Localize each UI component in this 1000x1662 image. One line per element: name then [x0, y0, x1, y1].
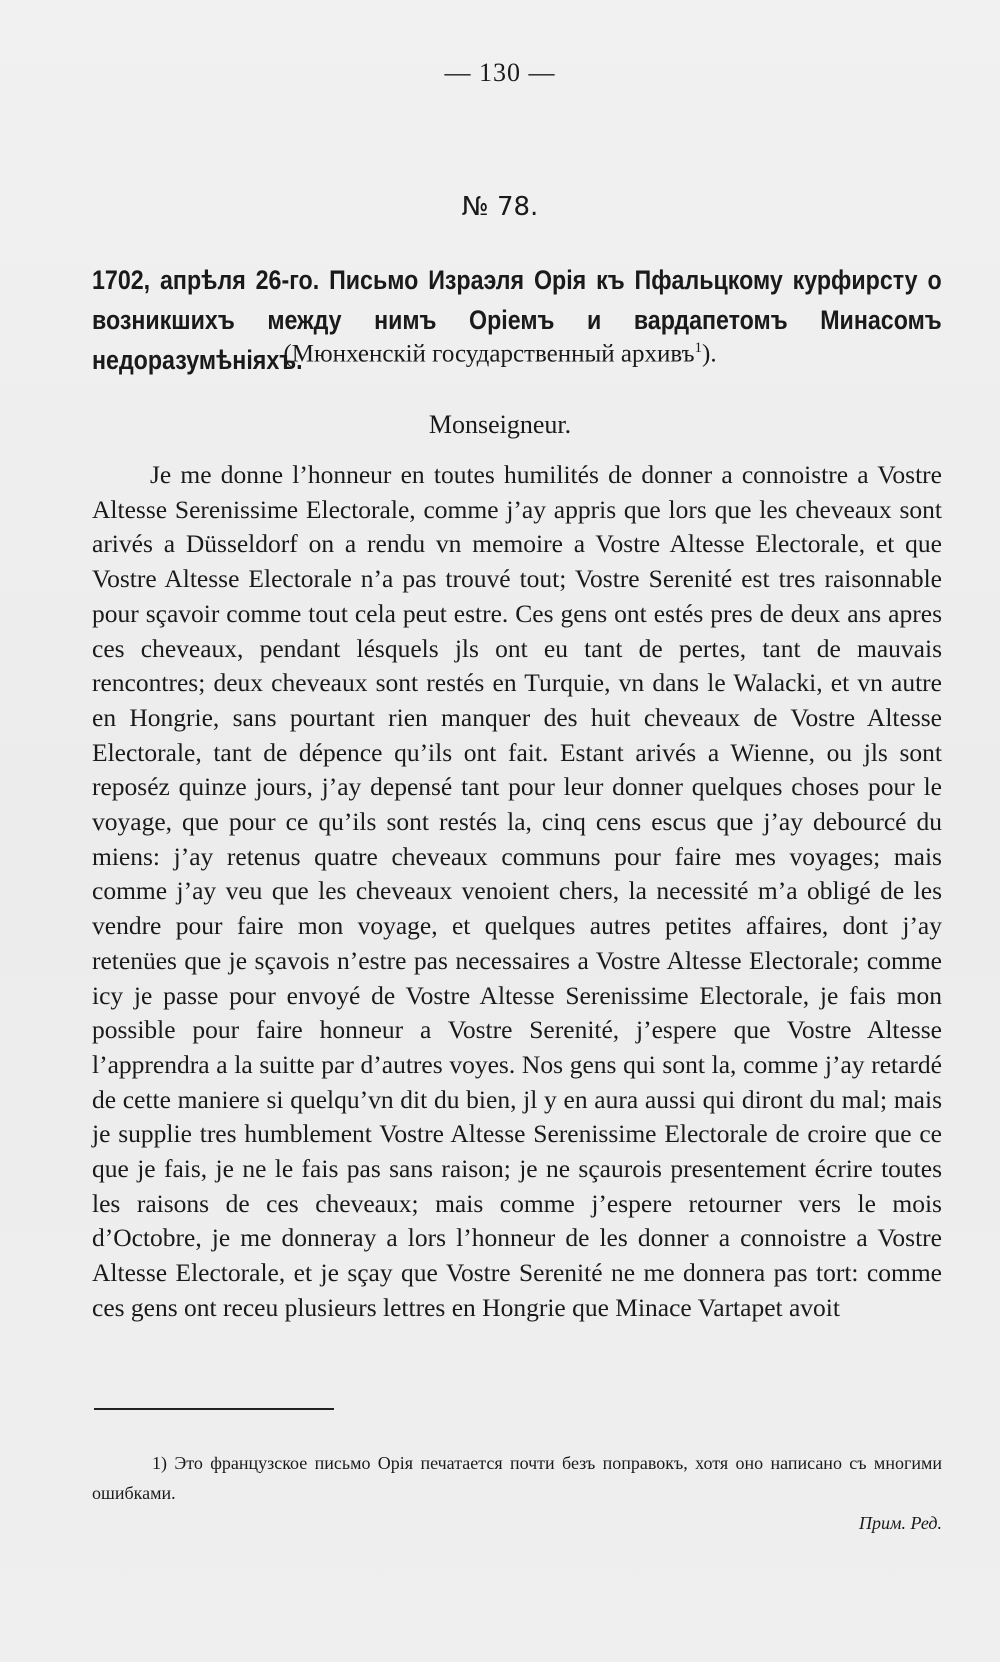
- document-number: № 78.: [461, 192, 539, 222]
- footnote-divider: [94, 1408, 334, 1410]
- footnote-marker: 1: [694, 340, 702, 356]
- archive-label: (Мюнхенскій государственный архивъ: [283, 340, 695, 368]
- editor-note-sign: Прим. Ред.: [859, 1513, 942, 1533]
- archive-close: ).: [702, 340, 717, 368]
- document-heading: 1702, апрѣля 26-го. Письмо Израэля Орія къ Пфальцкому курфирсту о возникшихъ между нимъ Оріемъ и вардапетомъ Минасомъ недоразумѣніяхъ.: [92, 265, 942, 375]
- page-number: — 130 —: [444, 58, 556, 87]
- footnote: [92, 1448, 942, 1538]
- letter-body: [92, 458, 942, 1326]
- archive-source: [0, 340, 1000, 368]
- body-paragraph: Je me donne l’honneur en toutes humilités de donner a connoistre a Vostre Altesse Serenissime Electorale, comme j’ay appris que lors que les cheveaux sont arivés a Düsseldorf on a rendu vn memoire a Vostre Altesse Electorale, et que Vostre Altesse Electorale n’a pas trouvé tout; Vostre Serenité est tres raisonnable pour sçavoir comme tout cela peut estre. Ces gens ont estés pres de deux ans apres ces cheveaux, pendant lésquels jls ont eu tant de pertes, tant de mauvais rencontres; deux cheveaux sont restés en Turquie, vn dans le Walacki, et vn autre en Hongrie, sans pourtant rien manquer des huit cheveaux de Vostre Altesse Electorale, tant de dépence qu’ils ont fait. Estant arivés a Wienne, ou jls sont reposéz quinze jours, j’ay depensé tant pour leur donner quelques choses pour le voyage, que pour ce qu’ils sont restés la, cinq cens escus que j’ay debourcé du miens: j’ay retenus quatre cheveaux communs pour faire mes voyages; mais comme j’ay veu que les cheveaux venoient chers, la necessité m’a obligé de les vendre pour faire mon voyage, et quelques autres petites affaires, dont j’ay retenües que je sçavois n’estre pas necessaires a Vostre Altesse Electorale; comme icy je passe pour envoyé de Vostre Altesse Serenissime Electorale, je fais mon possible pour faire honneur a Vostre Serenité, j’espere que Vostre Altesse l’apprendra a la suitte par d’autres voyes. Nos gens qui sont la, comme j’ay retardé de cette maniere si quelqu’vn dit du bien, jl y en aura aussi qui diront du mal; mais je supplie tres humblement Vostre Altesse Serenissime Electorale de croire que ce que je fais, je ne le fais pas sans raison; je ne sçaurois presentement écrire toutes les raisons de ces cheveaux; mais comme j’espere retourner vers le mois d’Octobre, je me donneray a lors l’honneur de les donner a connoistre a Vostre Altesse Electorale, et je sçay que Vostre Serenité ne me donnera pas tort: comme ces gens ont receu plusieurs lettres en Hongrie que Minace Vartapet avoit: [92, 460, 942, 1322]
- salutation: Monseigneur.: [428, 410, 572, 439]
- footnote-text: 1) Это французское письмо Орія печатается почти безъ поправокъ, хотя оно написано съ многими ошибками.: [92, 1453, 942, 1503]
